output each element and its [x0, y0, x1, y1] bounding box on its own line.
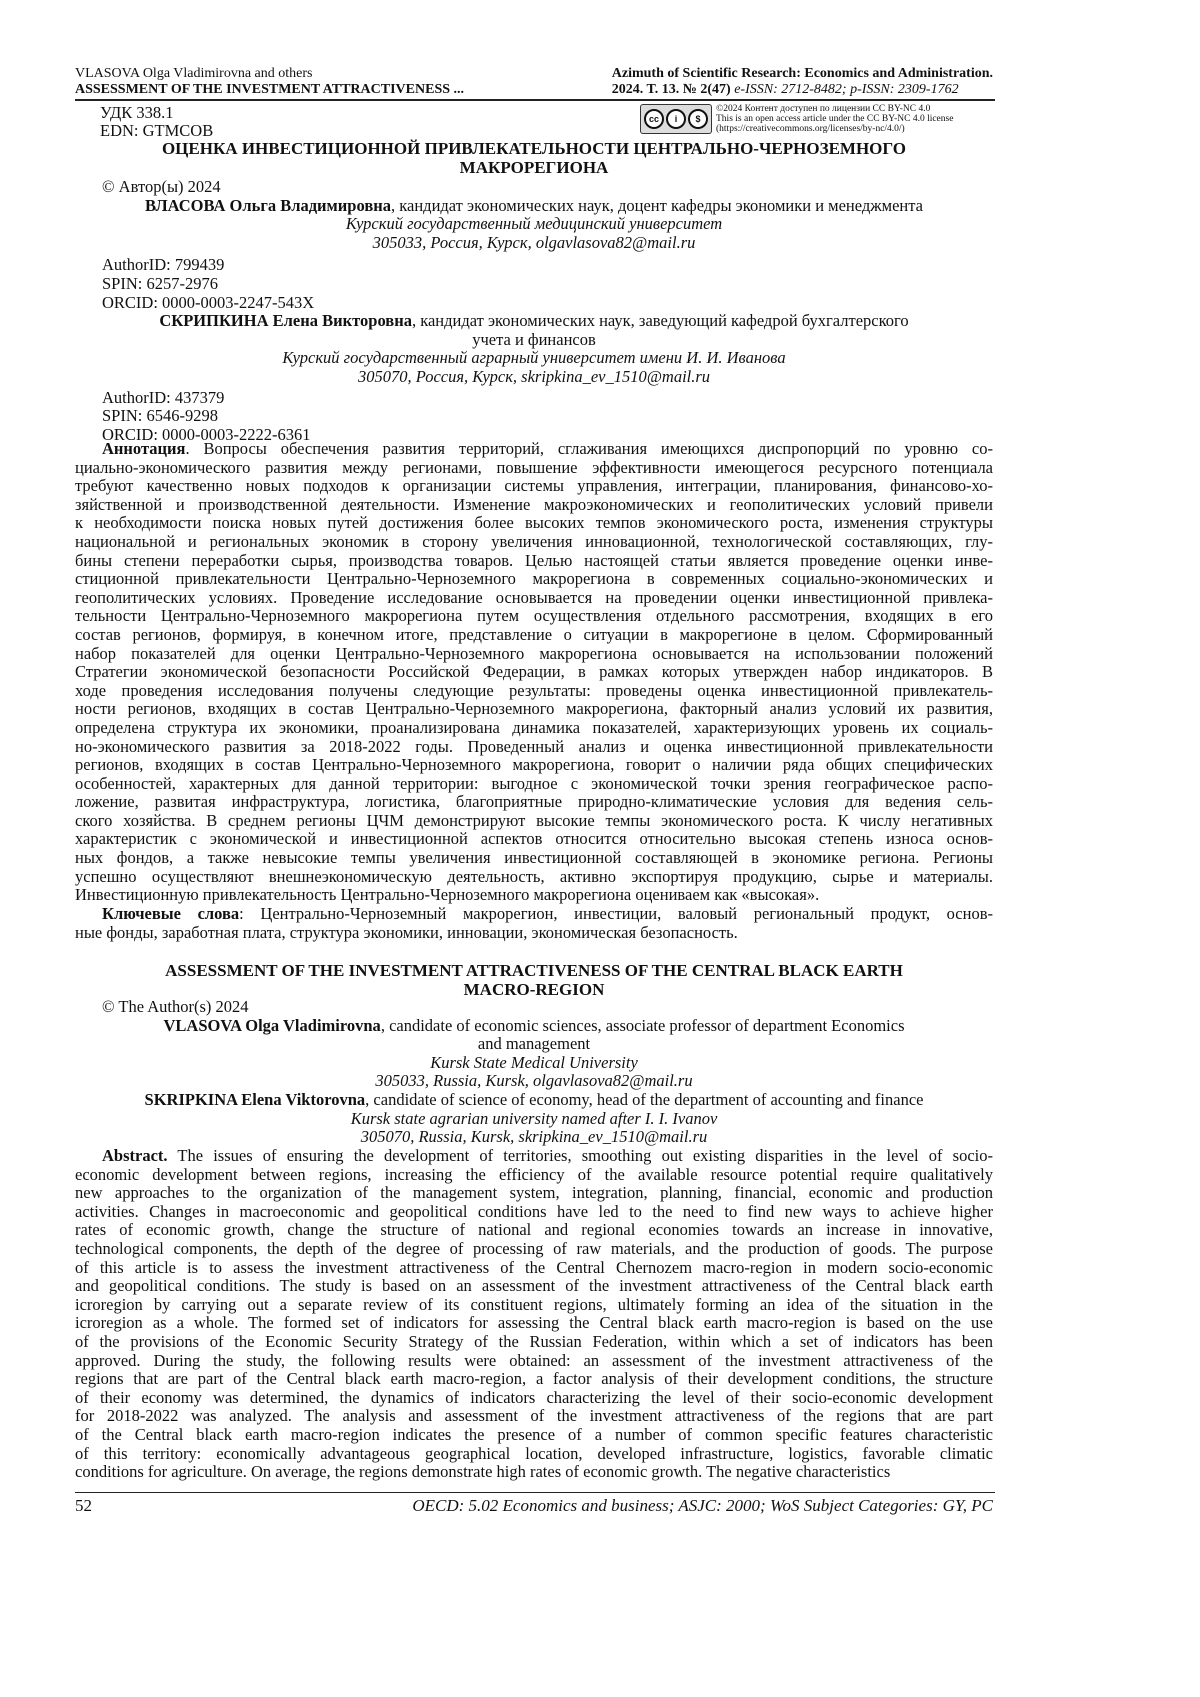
text-line [75, 1240, 993, 1259]
header-journal: Azimuth of Scientific Research: Economics and Administration. [611, 66, 993, 81]
line-text: требуют качественно новых подходов к организации системы управления, интеграции, планирования, финансово-хо- [75, 477, 993, 496]
text-line [75, 1314, 993, 1333]
line-text: conditions for agriculture. On average, the regions demonstrate high rates of economic growth. The negative characteristics [75, 1462, 891, 1482]
ru-author1 [75, 197, 993, 216]
text-line [75, 1166, 993, 1185]
line-text: ложение, развитая инфраструктура, логистика, благоприятные природно-климатические условия для ведения сель- [75, 793, 993, 812]
author-desc: , кандидат экономических наук, заведующий кафедрой бухгалтерского [411, 311, 909, 331]
en-author1 [75, 1017, 993, 1036]
line-text: национальной и региональных экономик в сторону увеличения инновационной, технологической составляющих, глу- [75, 532, 993, 551]
text-line [75, 570, 993, 589]
author-orcid: ORCID: 0000-0003-2222-6361 [102, 424, 311, 444]
line-text: геополитических условиях. Проведение исследование основывается на проведении оценки инвестиционной привлека- [75, 588, 993, 607]
author-address: 305070, Россия, Курск, skripkina_ev_1510@mail.ru [357, 366, 711, 386]
line-text: . Вопросы обеспечения развития территорий, сглаживания имеющихся диспропорций по уровню со- [185, 440, 993, 458]
line-text: ского хозяйства. В среднем регионы ЦЧМ демонстрируют высокие темпы экономического роста. К числу негативных [75, 811, 993, 830]
text-line [75, 682, 993, 701]
title-line: МАКРОРЕГИОНА [459, 157, 609, 177]
line-text: особенностей, характерных для данной территории: выгодное с экономической точки зрения географическое распо- [75, 774, 993, 793]
text-line [75, 1184, 993, 1203]
author-name: VLASOVA Olga Vladimirovna [163, 1015, 381, 1035]
text-line [75, 700, 993, 719]
text-line [75, 924, 993, 943]
line-text: ности регионов, входящих в состав Центрально-Черноземного макрорегиона, факторный анализ условий их развития, [75, 700, 993, 719]
line-text: technological components, the depth of the degree of processing of raw materials, and the production of goods. The purpose [75, 1239, 993, 1258]
license-block [640, 104, 1000, 134]
text-line [75, 1426, 993, 1445]
line-text: of the provisions of the Economic Security Strategy of the Russian Federation, within which a set of indicators has been [75, 1332, 993, 1351]
line-text: определена структура их экономики, проанализирована динамика показателей, характеризующих уровень их социаль- [75, 718, 993, 737]
text-line [75, 645, 993, 664]
author-affiliation: Курский государственный аграрный университет имени И. И. Иванова [282, 348, 786, 368]
line-text: к необходимости поиска новых путей достижения более высоких темпов экономического роста, изменения структуры [75, 514, 993, 533]
text-line [75, 440, 993, 459]
text-line [75, 496, 993, 515]
section-label: Abstract. [102, 1147, 168, 1165]
line-text: характеристик с экономической и инвестиционной аспектов относится относительно высокая степень износа основ- [75, 830, 993, 849]
line-text: economic development between regions, increasing the efficiency of the available resource potential require qualitatively [75, 1165, 993, 1184]
text-line [75, 607, 993, 626]
text-line [75, 1203, 993, 1222]
footer-rule [75, 1492, 995, 1493]
text-line [75, 589, 993, 608]
text-line [75, 905, 993, 924]
ru-author2 [75, 312, 993, 331]
ru-title [75, 140, 993, 177]
author-spin: SPIN: 6546-9298 [102, 406, 218, 426]
text-line [75, 514, 993, 533]
en-abstract [75, 1147, 993, 1482]
line-text: and geopolitical conditions. The study is based on an assessment of the investment attractiveness of the Central black earth [75, 1277, 993, 1296]
udk-block [100, 104, 400, 140]
text-line [75, 1389, 993, 1408]
ru-keywords [75, 905, 993, 942]
ru-copyright: © Автор(ы) 2024 [102, 177, 221, 196]
section-label: Аннотация [102, 440, 186, 458]
author-desc: , candidate of economic sciences, associate professor of department Economics [380, 1015, 905, 1035]
text-line [75, 1147, 993, 1166]
line-text: бины степени переработки сырья, производства товаров. Целью настоящей статьи является проведение оценки инве- [75, 551, 993, 570]
line-text: состав регионов, формируя, в конечном итоге, представление о ситуации в макрорегионе в целом. Сформированный [75, 625, 993, 644]
text-line [75, 533, 993, 552]
license-link[interactable]: (https://creativecommons.org/licenses/by-nc/4.0/) [716, 124, 905, 134]
author-affiliation: Курский государственный медицинский университет [345, 214, 723, 234]
section-label: Ключевые слова [102, 905, 240, 923]
text-line [75, 868, 993, 887]
cc-by-nc-logo: cc i $ [640, 104, 712, 134]
line-text: но-экономического развития за 2018-2022 годы. Проведенный анализ и оценка инвестиционной привлекательности [75, 737, 993, 756]
line-text: for 2018-2022 was analyzed. The analysis and assessment of the investment attractiveness of the regions that are part [75, 1407, 993, 1426]
author-address: 305070, Russia, Kursk, skripkina_ev_1510@mail.ru [360, 1127, 708, 1147]
line-text: The issues of ensuring the development of territories, smoothing out existing disparities in the level of socio- [167, 1147, 993, 1165]
title-line: ASSESSMENT OF THE INVESTMENT ATTRACTIVENESS OF THE CENTRAL BLACK EARTH [165, 961, 903, 980]
text-line [75, 1333, 993, 1352]
text-line [75, 886, 993, 905]
license-line: ©2024 Контент доступен по лицензии CC BY-NC 4.0 [716, 104, 931, 114]
line-text: of this article is to assess the investment attractiveness of the Central Chernozem macro-region in modern socio-economic [75, 1258, 993, 1277]
author-name: СКРИПКИНА Елена Викторовна [159, 311, 412, 331]
author-id: AuthorID: 437379 [102, 387, 225, 407]
author-spin: SPIN: 6257-2976 [102, 273, 218, 293]
line-text: ных фондов, а также невысокие темпы увеличения инвестиционной составляющей в экономике региона. Регионы [75, 849, 993, 868]
line-text: стиционной привлекательности Центрально-Черноземного макрорегиона в современных социально-экономических и [75, 570, 993, 589]
license-text [716, 104, 953, 134]
text-line [75, 1221, 993, 1240]
edn: EDN: GTMCOB [100, 121, 214, 140]
line-text: icroregion by carrying out a separate review of its constituent regions, ultimately forming an idea of the situation in the [75, 1295, 993, 1314]
en-copyright: © The Author(s) 2024 [102, 997, 249, 1016]
author-address: 305033, Россия, Курск, olgavlasova82@mail.ru [372, 232, 696, 252]
author-affiliation: Kursk state agrarian university named after I. I. Ivanov [350, 1108, 718, 1128]
line-text: Стратегии экономической безопасности Российской Федерации, в рамках которых утвержден набор индикаторов. В [75, 663, 993, 682]
text-line [75, 756, 993, 775]
line-text: of their economy was determined, the dynamics of indicators characterizing the level of their socio-economic development [75, 1388, 993, 1407]
line-text: approved. During the study, the following results were obtained: an assessment of the investment attractiveness of the [75, 1351, 993, 1370]
text-line [75, 793, 993, 812]
author-affiliation: Kursk State Medical University [430, 1052, 638, 1072]
text-line [75, 1296, 993, 1315]
line-text: ные фонды, заработная плата, структура экономики, инновации, экономическая безопасность. [75, 922, 738, 942]
line-text: activities. Changes in macroeconomic and geopolitical conditions have led to the need to find new ways to achieve higher [75, 1202, 993, 1221]
page-number: 52 [75, 1496, 92, 1515]
text-line [75, 552, 993, 571]
text-line [75, 1370, 993, 1389]
author-name: SKRIPKINA Elena Viktorovna [144, 1089, 366, 1109]
header-rule [75, 99, 995, 101]
license-line: This is an open access article under the CC BY-NC 4.0 license [716, 114, 954, 124]
text-line [75, 477, 993, 496]
en-authors [75, 998, 993, 1147]
line-text: зяйственной и производственной деятельности. Изменение макроэкономических и геополитических условий привели [75, 495, 993, 514]
line-text: ходе проведения исследования получены следующие результаты: проведены оценка инвестиционной привлекатель- [75, 681, 993, 700]
header-issue: 2024. T. 13. № 2(47) [611, 82, 731, 97]
author-desc-cont: and management [477, 1034, 591, 1054]
ru-authors [75, 178, 993, 444]
line-text: циально-экономического развития между регионами, повышение эффективности имеющегося ресурсного потенциала [75, 458, 993, 477]
ru-abstract [75, 440, 993, 905]
line-text: icroregion as a whole. The formed set of indicators for assessing the Central black earth macro-region is based on the use [75, 1314, 993, 1333]
header-authors: VLASOVA Olga Vladimirovna and others [75, 66, 313, 81]
footer [75, 1496, 993, 1516]
running-header [75, 66, 993, 98]
author-name: ВЛАСОВА Ольга Владимировна [144, 195, 391, 215]
text-line [75, 459, 993, 478]
line-text: тельности Центрально-Черноземного макрорегиона путем осуществления отдельного рассмотрения, входящих в его [75, 607, 993, 626]
en-author2 [75, 1091, 993, 1110]
title-line: ОЦЕНКА ИНВЕСТИЦИОННОЙ ПРИВЛЕКАТЕЛЬНОСТИ ЦЕНТРАЛЬНО-ЧЕРНОЗЕМНОГО [161, 139, 907, 158]
line-text: : Центрально-Черноземный макрорегион, инвестиции, валовый региональный продукт, основ- [239, 905, 993, 923]
text-line [75, 663, 993, 682]
line-text: of this territory: economically advantageous geographical location, developed infrastructure, logistics, favorable climatic [75, 1444, 993, 1463]
title-line: MACRO-REGION [463, 979, 605, 999]
header-short-title: ASSESSMENT OF THE INVESTMENT ATTRACTIVENESS ... [75, 82, 465, 97]
text-line [75, 812, 993, 831]
text-line [75, 626, 993, 645]
text-line [75, 1277, 993, 1296]
line-text: набор показателей для оценки Центрально-Черноземного макрорегиона основывается на использовании положений [75, 644, 993, 663]
text-line [75, 830, 993, 849]
text-line [75, 1259, 993, 1278]
text-line [75, 1407, 993, 1426]
header-issn: e-ISSN: 2712-8482; p-ISSN: 2309-1762 [730, 82, 959, 97]
line-text: of the Central black earth macro-region indicates the presence of a number of common specific features characteristic [75, 1425, 993, 1444]
author-orcid: ORCID: 0000-0003-2247-543X [102, 292, 315, 312]
text-line [75, 738, 993, 757]
text-line [75, 849, 993, 868]
line-text: new approaches to the organization of the management system, integration, planning, financial, economic and production [75, 1184, 993, 1203]
text-line [75, 719, 993, 738]
line-text: регионов, входящих в состав Центрально-Черноземного макрорегиона, говорит о наличии ряда общих специфических [75, 756, 993, 775]
author-desc: , кандидат экономических наук, доцент кафедры экономики и менеджмента [391, 195, 923, 215]
text-line [75, 1463, 993, 1482]
en-title [75, 962, 993, 999]
text-line [75, 1445, 993, 1464]
footer-classification: OECD: 5.02 Economics and business; ASJC: 2000; WoS Subject Categories: GY, PC [412, 1496, 993, 1515]
author-desc: , candidate of science of economy, head of the department of accounting and finance [365, 1089, 924, 1109]
author-id: AuthorID: 799439 [102, 255, 225, 275]
line-text: regions that are part of the Central black earth macro-region, a factor analysis of their development conditions, the structure [75, 1370, 993, 1389]
udk: УДК 338.1 [100, 103, 174, 122]
text-line [75, 1352, 993, 1371]
line-text: Инвестиционную привлекательность Центрально-Черноземного макрорегиона оцениваем как «высокая». [75, 885, 820, 905]
line-text: успешно осуществляют внешнеэкономическую деятельность, активно экспортируя продукцию, сырье и материалы. [75, 867, 993, 886]
author-address: 305033, Russia, Kursk, olgavlasova82@mail.ru [375, 1071, 693, 1091]
text-line [75, 775, 993, 794]
author-desc-cont: учета и финансов [472, 329, 596, 349]
line-text: rates of economic growth, change the structure of national and regional economies towards an increase in innovative, [75, 1221, 993, 1240]
